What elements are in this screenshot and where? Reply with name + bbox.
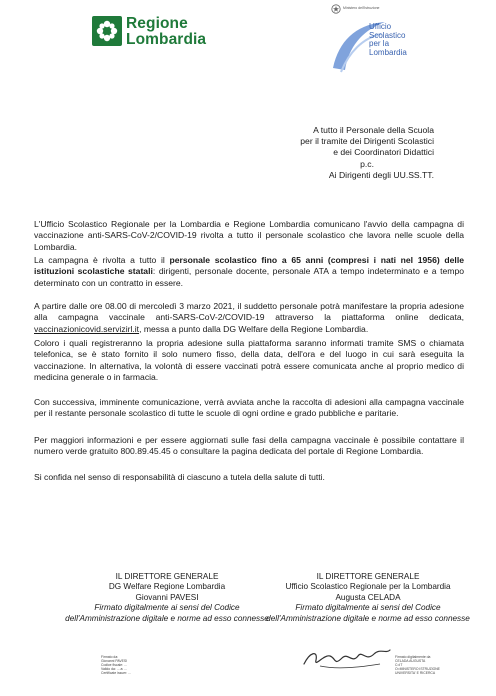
usr-name: [369, 23, 407, 57]
regione-lombardia-logo: [92, 16, 222, 56]
italian-republic-emblem-icon: [331, 4, 341, 14]
logo-text-line: Lombardia: [369, 47, 407, 57]
stamp-line: Valido da: ... a: ...: [101, 667, 128, 671]
paragraph: Coloro i quali registreranno la propria adesione sulla piattaforma saranno informati tramite SMS o chiamata telefonica, se è stato fornito il solo numero fisso, della data, dell'ora e del luogo in cui sarà eseguita la vaccinazione. In alternativa, la volontà di essere vaccinati potrà essere comunicata anche al proprio medico di medicina generale o in farmacia.: [34, 338, 464, 382]
addressee-line: A tutto il Personale della Scuola: [313, 125, 434, 135]
digital-signature-note: dell'Amministrazione digitale e norme ad esso connesse: [65, 613, 269, 623]
paragraph-bold-text: personale scolastico fino a 65 anni (compresi i nati nel 1956) delle istituzioni scolastiche statali: [34, 255, 464, 277]
paragraph: [34, 255, 464, 289]
signer-name: Augusta CELADA: [335, 592, 401, 602]
signer-role: IL DIRETTORE GENERALE: [115, 572, 219, 581]
logo-text-line: Regione: [126, 15, 188, 32]
stamp-line: Certificate issuer: ...: [101, 671, 131, 675]
signer-office: Ufficio Scolastico Regionale per la Lombardia: [285, 582, 451, 592]
logo-text-line: per la: [369, 39, 390, 48]
stamp-line: Giovanni PAVESI: [101, 659, 128, 663]
addressee-line: p.c.: [360, 158, 374, 169]
digital-signature-note: Firmato digitalmente ai sensi del Codice: [295, 603, 441, 613]
stamp-line: O=MINISTERO ISTRUZIONE: [395, 667, 440, 671]
stamp-line: Firmato digitalmente da: [395, 655, 431, 659]
stamp-line: UNIVERSITA' E RICERCA: [395, 671, 436, 675]
addressee-line: Ai Dirigenti degli UU.SS.TT.: [328, 169, 434, 180]
addressee-block: [300, 125, 434, 181]
digital-signature-note: Firmato digitalmente ai sensi del Codice: [94, 603, 240, 613]
signature-block-right: [258, 572, 478, 624]
ministry-label: Ministero dell'Istruzione: [343, 6, 380, 10]
usr-lombardia-logo: [325, 4, 450, 76]
signer-role: IL DIRETTORE GENERALE: [316, 572, 420, 581]
digital-signature-stamp-right: [395, 655, 470, 675]
regione-lombardia-rose-icon: [92, 16, 122, 46]
addressee-line: e dei Coordinatori Didattici: [333, 147, 434, 158]
paragraph: Si confida nel senso di responsabilità di ciascuno a tutela della salute di tutti.: [34, 472, 325, 482]
addressee-line: per il tramite dei Dirigenti Scolastici: [300, 136, 434, 147]
stamp-line: C=IT: [395, 663, 403, 667]
paragraph-text: , messa a punto dalla DG Welfare della Regione Lombardia.: [139, 323, 369, 334]
logo-text-line: Lombardia: [126, 31, 207, 48]
paragraph: [34, 301, 464, 335]
digital-signature-note: dell'Amministrazione digitale e norme ad esso connesse: [266, 613, 470, 623]
vaccination-platform-link[interactable]: vaccinazionicovid.servizirl.it: [34, 323, 140, 334]
paragraph: L'Ufficio Scolastico Regionale per la Lombardia e Regione Lombardia comunicano l'avvio della campagna di vaccinazione anti-SARS-CoV-2/COVID-19 rivolta a tutto il personale scolastico che lavora nelle scuole della Lombardia.: [34, 219, 464, 252]
paragraph: Con successiva, imminente comunicazione, verrà avviata anche la raccolta di adesioni alla campagna vaccinale per il restante personale scolastico di tutte le scuole di ogni ordine e grado pubbliche e paritarie.: [34, 397, 464, 419]
stamp-line: CELADA AUGUSTA: [395, 659, 426, 663]
logo-text-line: Ufficio: [369, 22, 392, 31]
paragraph-text: : dirigenti, personale docente, personale ATA a tempo indeterminato e a tempo determinato con un contratto in essere.: [34, 266, 464, 288]
digital-signature-stamp-left: [101, 655, 221, 675]
paragraph-text: A partire dalle ore 08.00 di mercoledì 3 marzo 2021, il suddetto personale potrà manifestare la propria adesione alla campagna vaccinale anti-SARS-CoV-2/COVID-19 attraverso la piattaforma online dedicata,: [34, 301, 464, 323]
logo-text-line: Scolastico: [369, 30, 406, 40]
handwritten-signature: [300, 642, 394, 672]
paragraph: Per maggiori informazioni e per essere aggiornati sulle fasi della campagna vaccinale è possibile contattare il numero verde gratuito 800.89.45.45 o consultare la pagina dedicata del portale di Regione Lombardia.: [34, 435, 464, 457]
stamp-line: Codice fiscale: ...: [101, 663, 127, 667]
signature-block-left: [57, 572, 277, 624]
stamp-line: Firmato da:: [101, 655, 119, 659]
signer-name: Giovanni PAVESI: [135, 592, 199, 602]
signer-office: DG Welfare Regione Lombardia: [108, 582, 226, 592]
paragraph-text: La campagna è rivolta a tutto il: [34, 255, 170, 265]
regione-lombardia-name: [126, 16, 206, 48]
